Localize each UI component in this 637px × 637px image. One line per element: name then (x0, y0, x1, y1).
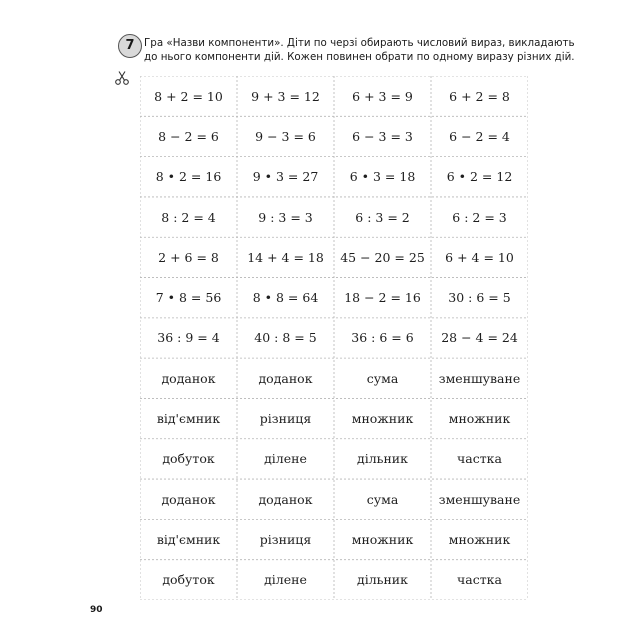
expression-card: 9 • 3 = 27 (252, 169, 319, 185)
component-card: зменшуване (438, 491, 521, 507)
component-card: дільник (357, 572, 408, 588)
expression-card: 6 : 2 = 3 (452, 209, 507, 225)
component-card: частка (457, 572, 502, 588)
task-instructions-line-2: до нього компоненти дій. Кожен повинен обрати по одному виразу різних дій. (144, 51, 575, 63)
expression-card: 28 − 4 = 24 (441, 330, 518, 346)
expression-card: 6 + 4 = 10 (445, 249, 514, 265)
expression-card: 8 • 2 = 16 (155, 169, 222, 185)
expression-card: 8 + 2 = 10 (154, 88, 223, 104)
component-card: дільник (357, 451, 408, 467)
expression-card: 6 + 2 = 8 (449, 88, 510, 104)
component-card: множник (351, 411, 414, 427)
expression-card: 40 : 8 = 5 (254, 330, 317, 346)
expression-card: 18 − 2 = 16 (344, 290, 421, 306)
expression-card: 8 − 2 = 6 (158, 128, 219, 144)
component-card: сума (366, 491, 399, 507)
component-card: добуток (162, 451, 215, 467)
expression-card: 14 + 4 = 18 (247, 249, 324, 265)
expression-card: 6 − 2 = 4 (449, 128, 510, 144)
component-card: доданок (161, 491, 216, 507)
card-grid (140, 76, 528, 600)
scissors-icon (114, 70, 130, 86)
expression-card: 30 : 6 = 5 (448, 290, 511, 306)
page-number: 90 (90, 605, 103, 615)
component-card: множник (351, 532, 414, 548)
expression-card: 9 − 3 = 6 (255, 128, 316, 144)
component-card: від'ємник (156, 411, 221, 427)
component-card: різниця (259, 532, 312, 548)
component-card: ділене (264, 451, 307, 467)
expression-card: 9 : 3 = 3 (258, 209, 313, 225)
expression-card: 9 + 3 = 12 (251, 88, 320, 104)
expression-card: 6 • 3 = 18 (349, 169, 416, 185)
component-card: різниця (259, 411, 312, 427)
component-card: ділене (264, 572, 307, 588)
expression-card: 6 − 3 = 3 (352, 128, 413, 144)
expression-card: 6 : 3 = 2 (355, 209, 410, 225)
task-instructions-line-1: Гра «Назви компоненти». Діти по черзі обирають числовий вираз, викладають (144, 37, 575, 49)
component-card: доданок (258, 491, 313, 507)
component-card: частка (457, 451, 502, 467)
expression-card: 6 • 2 = 12 (446, 169, 513, 185)
expression-card: 8 : 2 = 4 (161, 209, 216, 225)
task-header (118, 34, 575, 70)
component-card: добуток (162, 572, 215, 588)
expression-card: 8 • 8 = 64 (252, 290, 319, 306)
component-card: доданок (258, 370, 313, 386)
expression-card: 7 • 8 = 56 (155, 290, 222, 306)
task-number-badge: 7 (118, 34, 142, 58)
expression-card: 2 + 6 = 8 (158, 249, 219, 265)
expression-card: 6 + 3 = 9 (352, 88, 413, 104)
expression-card: 36 : 9 = 4 (157, 330, 220, 346)
component-card: від'ємник (156, 532, 221, 548)
component-card: множник (448, 532, 511, 548)
component-card: доданок (161, 370, 216, 386)
component-card: сума (366, 370, 399, 386)
expression-card: 36 : 6 = 6 (351, 330, 414, 346)
expression-card: 45 − 20 = 25 (340, 249, 425, 265)
component-card: множник (448, 411, 511, 427)
task-instructions (144, 36, 575, 64)
component-card: зменшуване (438, 370, 521, 386)
